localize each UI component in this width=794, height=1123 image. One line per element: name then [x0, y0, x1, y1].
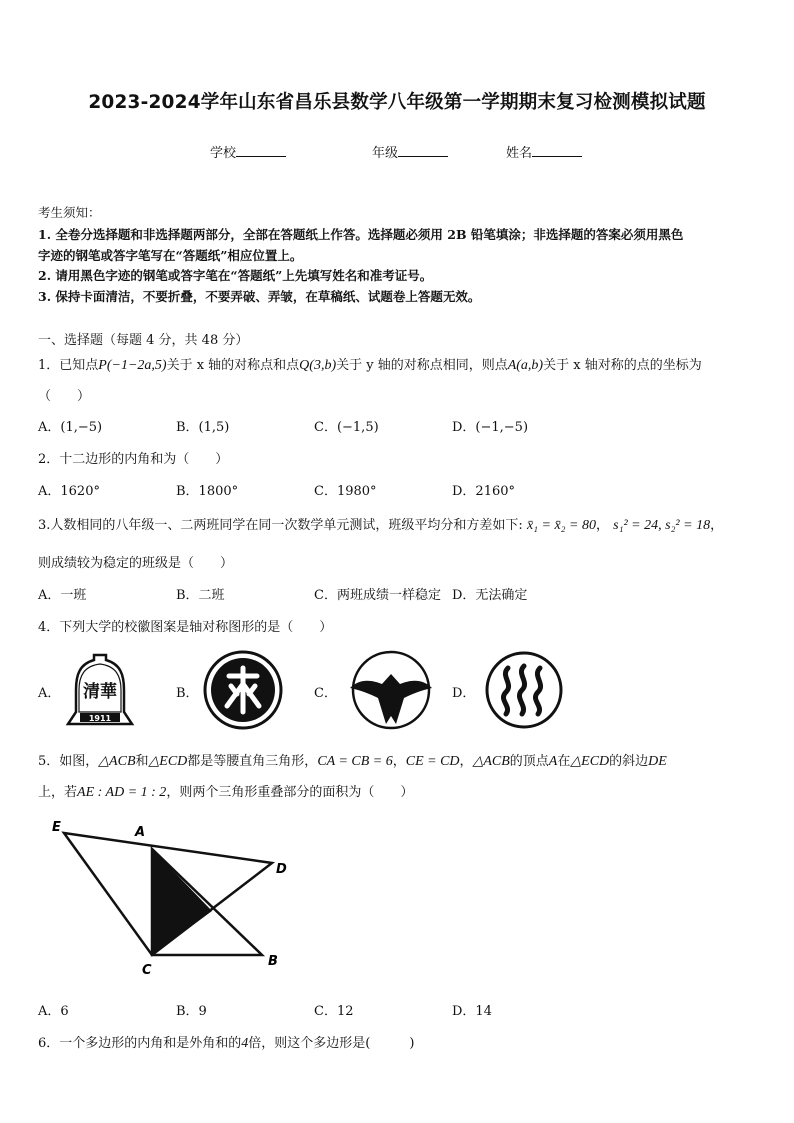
q1-option-c: C．(−1,5)	[314, 420, 379, 435]
school-blank	[236, 144, 286, 157]
bird-emblem-icon	[346, 650, 436, 730]
q4-option-b: B．	[176, 686, 199, 701]
name-label: 姓名	[506, 146, 533, 161]
q5-text-4: ，	[392, 754, 406, 769]
q1-text-2: 关于 x 轴的对称点和点	[166, 358, 300, 373]
q3-sep: ，	[596, 518, 610, 533]
label-d: D	[276, 862, 287, 877]
q5-line-2	[38, 781, 413, 801]
notice-line-3: 3. 保持卡面清洁，不要折叠，不要弄破、弄皱，在草稿纸、试题卷上答题无效。	[38, 289, 481, 304]
q5-text-1: 5．如图，	[38, 754, 99, 769]
q1-paren: （ ）	[38, 389, 91, 404]
q5-text-6: 的顶点	[509, 754, 549, 769]
q5-l2-math-1: AE : AD = 1 : 2	[77, 785, 167, 800]
q5-math-7: △ECD	[570, 754, 610, 769]
triangle-figure	[40, 815, 300, 985]
q5-text-2: 和	[135, 754, 149, 769]
section-heading: 一、选择题（每题 4 分，共 48 分）	[38, 333, 249, 348]
q3-math-2: s₁² = 24, s₂² = 18	[613, 518, 711, 533]
q3-option-d: D．无法确定	[452, 588, 528, 603]
q5-math-3: CA = CB = 6	[317, 754, 393, 769]
question-1	[38, 354, 702, 374]
emblem-a-year: 1911	[88, 714, 112, 723]
q5-math-2: △ECD	[148, 754, 188, 769]
grade-field	[372, 142, 448, 161]
question-2: 2．十二边形的内角和为（ ）	[38, 452, 229, 467]
notice-line-1b: 字迹的钢笔或答字笔写在“答题纸”相应位置上。	[38, 248, 303, 263]
q1-text-1: 1．已知点	[38, 358, 99, 373]
grade-blank	[398, 144, 448, 157]
q3-tail: ，	[710, 518, 724, 533]
school-label: 学校	[210, 146, 237, 161]
q3-line-2: 则成绩较为稳定的班级是（ ）	[38, 556, 234, 571]
q2-option-d: D．2160°	[452, 484, 516, 499]
q3-text-1: 3.人数相同的八年级一、二两班同学在同一次数学单元测试，班级平均分和方差如下:	[38, 518, 523, 533]
notice-heading: 考生须知：	[38, 205, 101, 220]
q5-l2-text-2: ，则两个三角形重叠部分的面积为（ ）	[166, 785, 414, 800]
q3-option-b: B．二班	[176, 588, 225, 603]
q6-math-1: 4	[241, 1036, 249, 1051]
q5-math-5: △ACB	[472, 754, 510, 769]
q5-math-6: A	[548, 754, 558, 769]
wave-emblem-icon	[484, 650, 564, 730]
label-b: B	[268, 954, 278, 969]
question-4: 4．下列大学的校徽图案是轴对称图形的是（ ）	[38, 620, 333, 635]
question-6	[38, 1032, 414, 1052]
q3-math-1: x̄₁ = x̄₂ = 80	[526, 518, 596, 533]
label-a: A	[135, 825, 146, 840]
q4-option-c: C．	[314, 686, 337, 701]
q5-text-5: ，	[459, 754, 473, 769]
grade-label: 年级	[372, 146, 399, 161]
q1-option-d: D．(−1,−5)	[452, 420, 529, 435]
q1-option-b: B．(1,5)	[176, 420, 230, 435]
school-field	[210, 142, 286, 161]
q2-option-b: B．1800°	[176, 484, 239, 499]
q5-l2-text-1: 上，若	[38, 785, 78, 800]
q1-math-2: Q(3,b)	[299, 358, 337, 373]
q6-text-2: 倍，则这个多边形是( )	[248, 1036, 415, 1051]
q1-text-3: 关于 y 轴的对称点相同，则点	[336, 358, 508, 373]
q5-option-c: C．12	[314, 1004, 354, 1019]
q5-option-a: A．6	[38, 1004, 69, 1019]
bell-emblem-icon	[62, 650, 138, 732]
q1-math-1: P(−1−2a,5)	[98, 358, 167, 373]
q5-math-8: DE	[648, 754, 667, 769]
q1-math-3: A(a,b)	[507, 358, 544, 373]
q1-option-a: A．(1,−5)	[38, 420, 103, 435]
q2-option-c: C．1980°	[314, 484, 377, 499]
q4-option-d: D．	[452, 686, 476, 701]
q2-option-a: A．1620°	[38, 484, 100, 499]
q4-option-a: A．	[38, 686, 61, 701]
q5-text-7: 在	[557, 754, 571, 769]
q5-text-8: 的斜边	[609, 754, 649, 769]
q5-option-b: B．9	[176, 1004, 207, 1019]
round-emblem-b-icon	[203, 650, 283, 730]
question-5	[38, 750, 667, 770]
q5-option-d: D．14	[452, 1004, 492, 1019]
q5-math-1: △ACB	[98, 754, 136, 769]
q3-option-a: A．一班	[38, 588, 87, 603]
q3-option-c: C．两班成绩一样稳定	[314, 588, 441, 603]
emblem-a-text: 清華	[83, 682, 117, 702]
notice-line-1: 1. 全卷分选择题和非选择题两部分，全部在答题纸上作答。选择题必须用 2B 铅笔填涂；非选择题的答案必须用黑色	[38, 227, 684, 242]
label-e: E	[52, 820, 61, 835]
q5-math-4: CE = CD	[405, 754, 460, 769]
q6-text-1: 6．一个多边形的内角和是外角和的	[38, 1036, 242, 1051]
notice-line-2: 2. 请用黑色字迹的钢笔或答字笔在“答题纸”上先填写姓名和准考证号。	[38, 268, 433, 283]
name-blank	[532, 144, 582, 157]
q5-text-3: 都是等腰直角三角形，	[187, 754, 318, 769]
question-3	[38, 514, 723, 534]
page-title: 2023-2024学年山东省昌乐县数学八年级第一学期期末复习检测模拟试题	[88, 92, 706, 113]
q1-text-4: 关于 x 轴对称的点的坐标为	[543, 358, 702, 373]
label-c: C	[142, 963, 152, 978]
name-field	[506, 142, 582, 161]
